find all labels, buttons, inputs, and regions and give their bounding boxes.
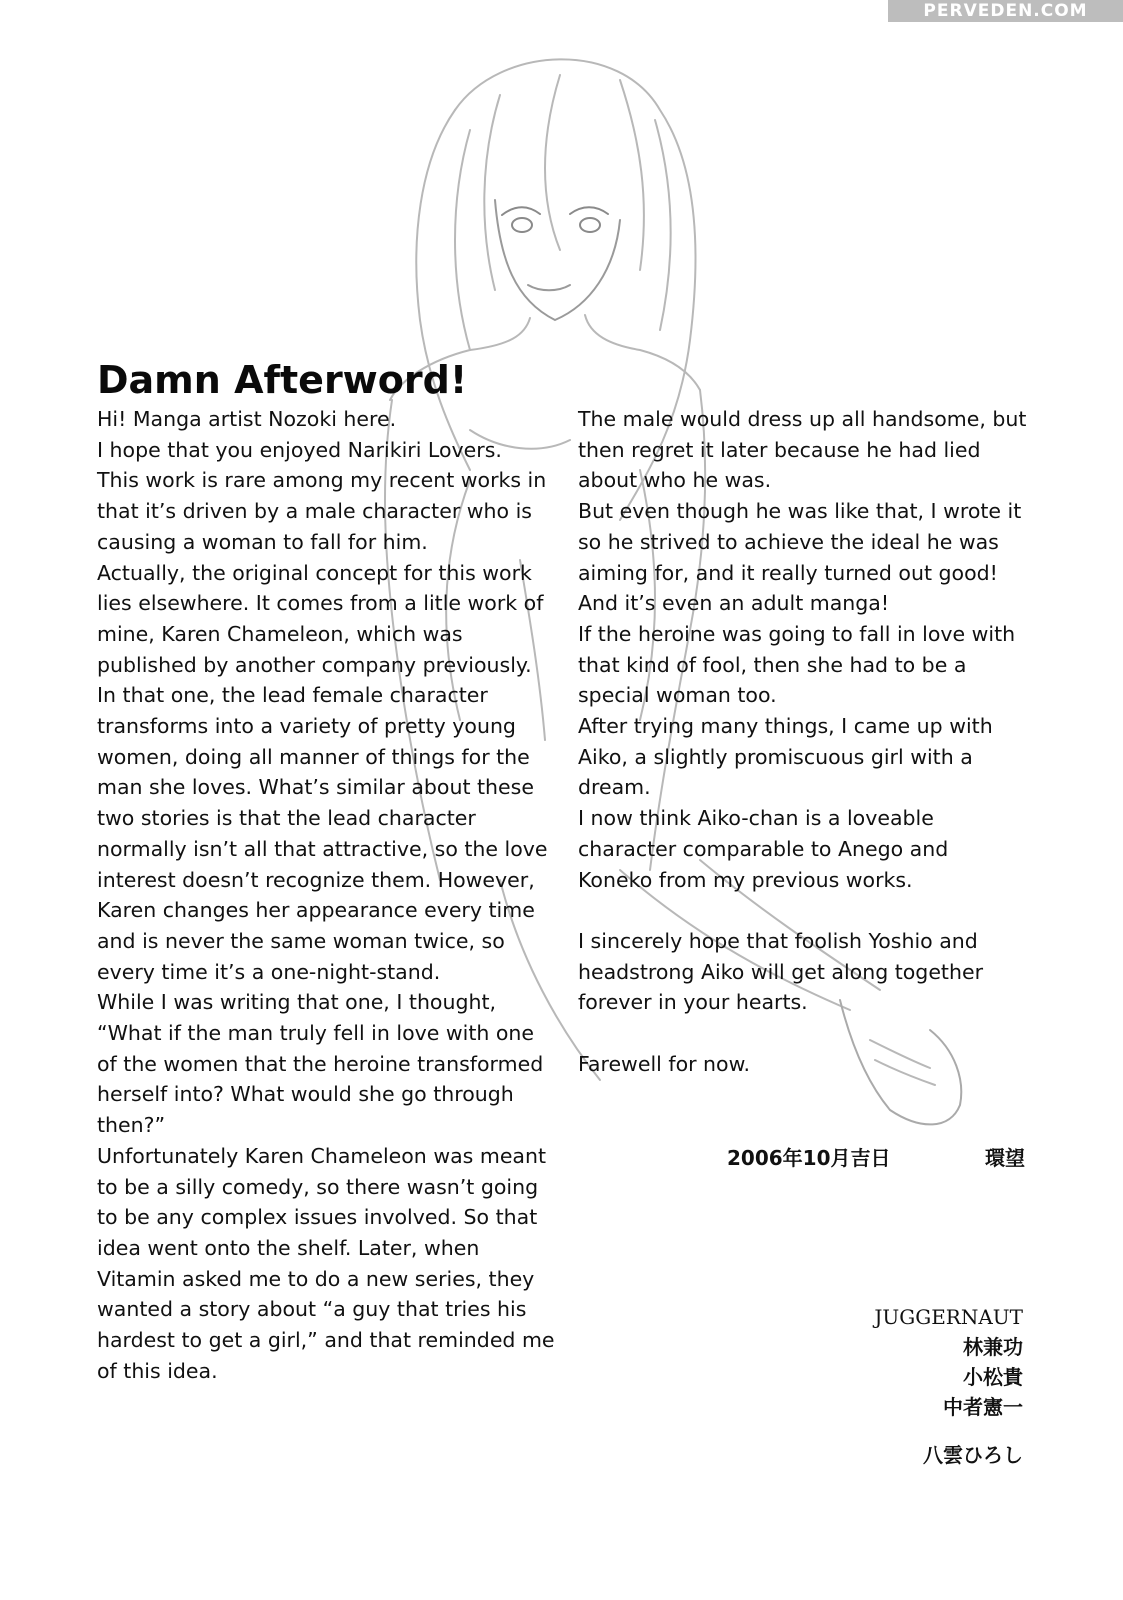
paragraph: This work is rare among my recent works in that it’s driven by a male character who is causing a woman to fall for him. [97, 468, 547, 554]
closing-line: Farewell for now. [578, 1051, 750, 1076]
credit-extra: 八雲ひろし [923, 1443, 1023, 1467]
date-text: 2006年10月吉日 [727, 1146, 891, 1170]
credit-member: 小松貴 [963, 1365, 1023, 1389]
afterword-left-column [97, 404, 557, 1387]
staff-credits [874, 1302, 1023, 1470]
page-title: Damn Afterword! [97, 358, 468, 402]
paragraph: But even though he was like that, I wrote it so he strived to achieve the ideal he was aiming for, and it really turned out good! [578, 499, 1022, 585]
afterword-right-column [578, 404, 1028, 1079]
paragraph: Unfortunately Karen Chameleon was meant to be a silly comedy, so there wasn’t going to be any complex issues involved. So that idea went onto the shelf. Later, when Vitamin asked me to do a new series, they wanted a story about “a guy that tries his hardest to get a girl,” and that reminded me of this idea. [97, 1143, 555, 1383]
paragraph: The male would dress up all handsome, but then regret it later because he had lied about who he was. [578, 407, 1027, 493]
paragraph: While I was writing that one, I thought, “What if the man truly fell in love with one of the women that the heroine transformed herself into? What would she go through then?” [97, 990, 544, 1138]
paragraph: I now think Aiko-chan is a loveable character comparable to Anego and Koneko from my previous works. [578, 806, 949, 892]
site-watermark: PERVEDEN.COM [888, 0, 1123, 22]
paragraph: I sincerely hope that foolish Yoshio and headstrong Aiko will get along together forever in your hearts. [578, 928, 984, 1015]
paragraph: If the heroine was going to fall in love with that kind of fool, then she had to be a special woman too. [578, 621, 1016, 708]
paragraph: In that one, the lead female character transforms into a variety of pretty young women, doing all manner of things for the man she loves. What’s similar about these two stories is that the lead character normally isn’t all that attractive, so the love interest doesn’t recognize them. However, Karen changes her appearance every time and is never the same woman twice, so every time it’s a one-night-stand. [97, 683, 548, 984]
paragraph: After trying many things, I came up with Aiko, a slightly promiscuous girl with a dream. [578, 714, 993, 800]
paragraph: Hi! Manga artist Nozoki here. [97, 407, 397, 431]
paragraph: I hope that you enjoyed Narikiri Lovers. [97, 437, 502, 462]
credit-member: 中者憲一 [943, 1395, 1023, 1419]
author-signature: 環望 [985, 1146, 1025, 1170]
paragraph-gap [578, 1018, 1028, 1049]
paragraph: And it’s even an adult manga! [578, 591, 890, 616]
paragraph-gap [578, 895, 1028, 926]
credit-team: JUGGERNAUT [874, 1305, 1023, 1329]
credit-member: 林兼功 [963, 1335, 1023, 1359]
paragraph: Actually, the original concept for this work lies elsewhere. It comes from a litle work of mine, Karen Chameleon, which was published by another company previously. [97, 560, 544, 677]
